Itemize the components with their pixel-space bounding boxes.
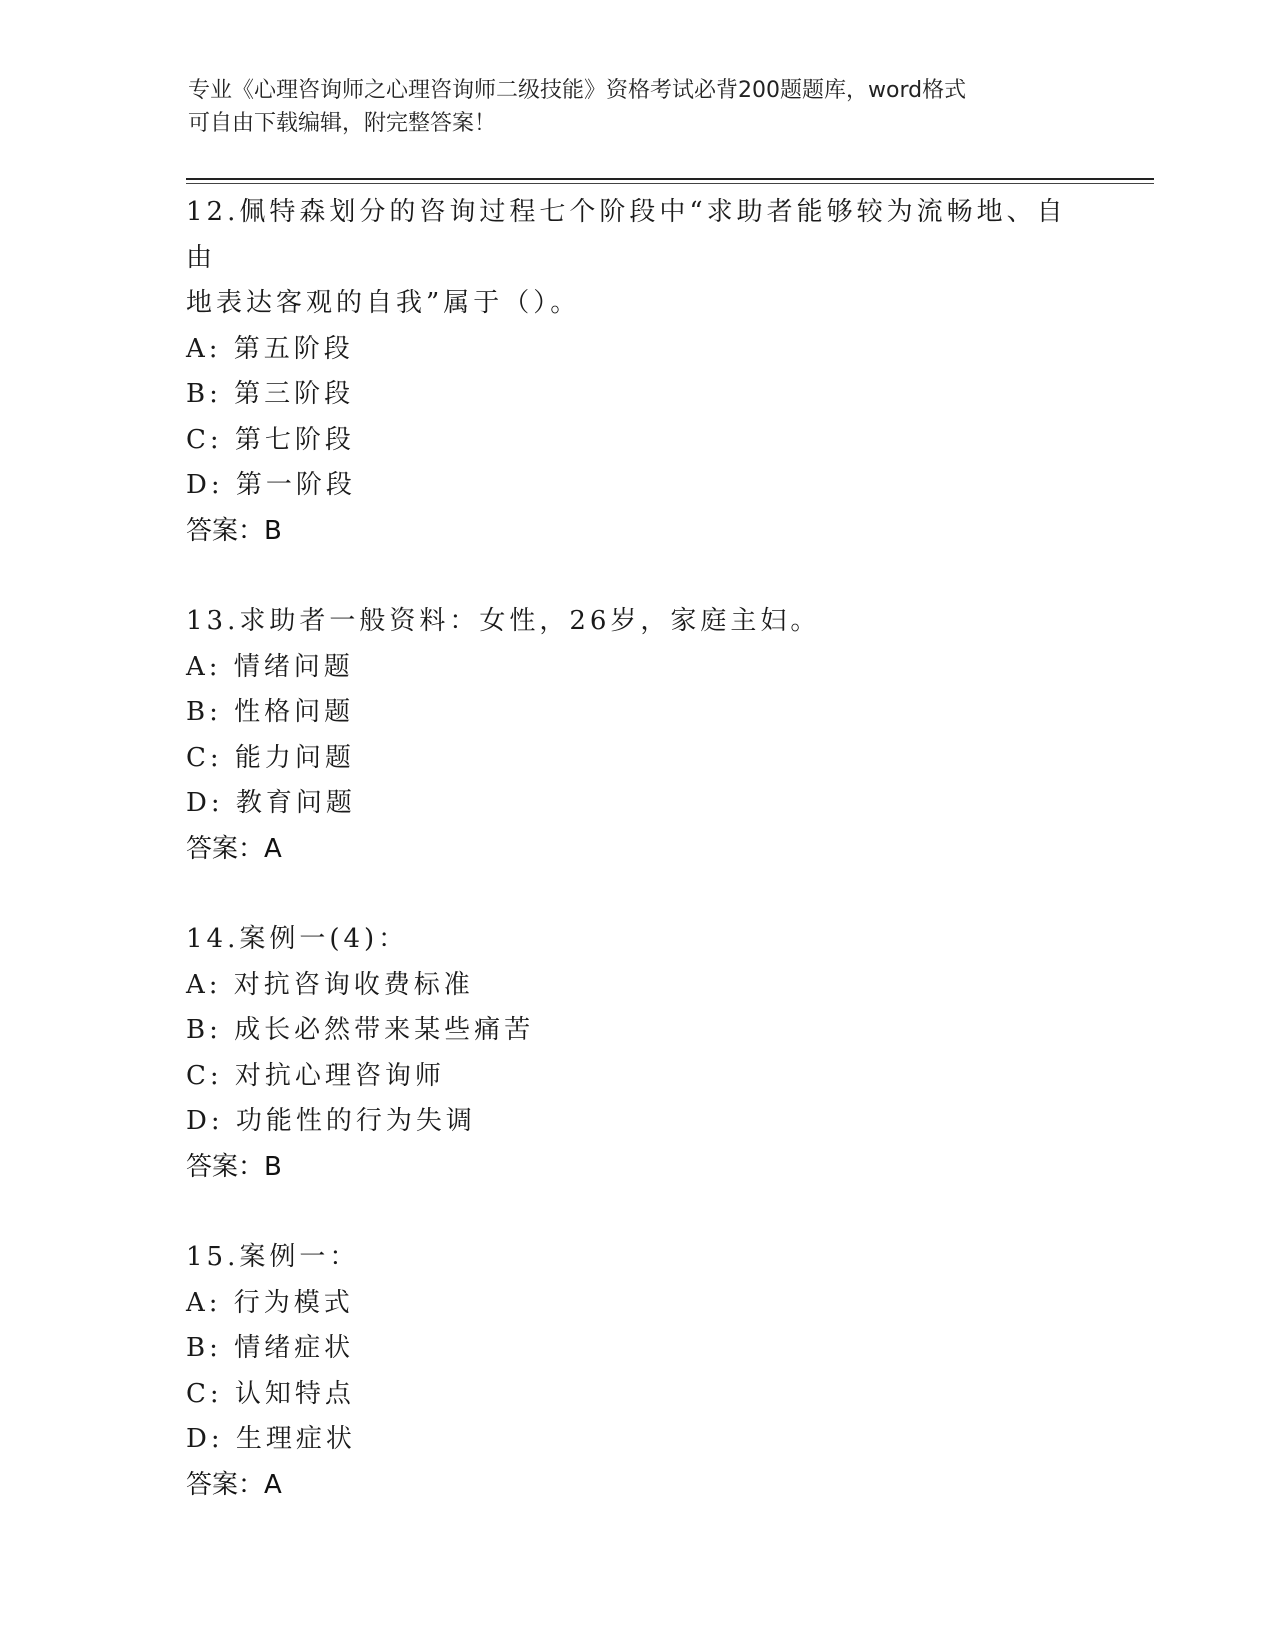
question-stem-line: 13.求助者一般资料：女性，26岁，家庭主妇。 (186, 606, 821, 636)
option-d: D: 生理症状 (186, 1424, 356, 1454)
header-line-2: 可自由下载编辑，附完整答案！ (188, 111, 497, 136)
question-stem-line: 15.案例一： (186, 1242, 360, 1272)
answer: 答案：B (186, 1151, 282, 1182)
option-b: B: 成长必然带来某些痛苦 (186, 1015, 535, 1045)
option-c: C: 第七阶段 (186, 424, 355, 455)
question-stem-line: 地表达客观的自我”属于（）。 (186, 288, 581, 318)
option-a: A: 对抗咨询收费标准 (186, 969, 474, 1000)
answer: 答案：B (186, 515, 282, 546)
question-stem-line: 14.案例一(4)： (186, 924, 409, 954)
option-d: D: 教育问题 (186, 788, 356, 818)
question-14 (186, 917, 1086, 1190)
option-c: C: 能力问题 (186, 742, 355, 773)
question-15 (186, 1235, 1086, 1508)
question-12 (186, 190, 1086, 554)
option-d: D: 功能性的行为失调 (186, 1106, 476, 1136)
option-c: C: 认知特点 (186, 1378, 355, 1409)
header-line-1: 专业《心理咨询师之心理咨询师二级技能》资格考试必背200题题库，word格式 (188, 78, 967, 103)
option-c: C: 对抗心理咨询师 (186, 1060, 445, 1091)
option-a: A: 行为模式 (186, 1287, 354, 1318)
header-divider-thin (186, 183, 1154, 184)
question-13 (186, 599, 1086, 872)
question-list (186, 190, 1086, 1553)
question-stem-line: 12.佩特森划分的咨询过程七个阶段中“求助者能够较为流畅地、自由 (186, 197, 1067, 273)
answer: 答案：A (186, 833, 282, 864)
option-a: A: 情绪问题 (186, 651, 354, 682)
option-d: D: 第一阶段 (186, 470, 356, 500)
option-b: B: 性格问题 (186, 697, 355, 727)
document-header (188, 74, 1068, 140)
option-b: B: 情绪症状 (186, 1333, 355, 1363)
option-a: A: 第五阶段 (186, 333, 354, 364)
header-divider-thick (186, 178, 1154, 180)
option-b: B: 第三阶段 (186, 379, 355, 409)
answer: 答案：A (186, 1469, 282, 1500)
